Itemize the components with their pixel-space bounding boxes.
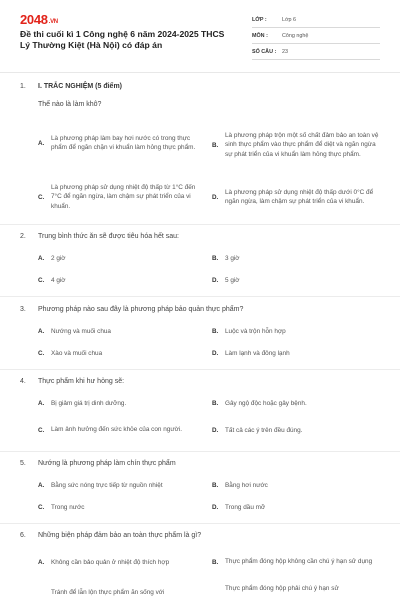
option-c[interactable]	[38, 178, 208, 216]
option-text: Là phương pháp sử dụng nhiệt độ thấp dưới 0°C để ngăn ngừa, làm chậm sự phát triển của vi khuẩn.	[225, 188, 374, 205]
option-text: Bị giảm giá trị dinh dưỡng.	[51, 400, 127, 407]
option-letter: B.	[212, 482, 219, 490]
option-text: Gây ngộ độc hoặc gây bệnh.	[225, 400, 307, 407]
option-text: Là phương pháp làm bay hơi nước có trong thực phẩm để ngăn chặn vi khuẩn làm hỏng thực phẩm.	[51, 134, 196, 151]
option-b[interactable]	[212, 121, 384, 169]
option-b[interactable]	[212, 481, 268, 491]
option-letter: B.	[212, 328, 219, 336]
question-number: 3.	[20, 306, 26, 313]
option-a[interactable]	[38, 254, 66, 264]
option-a[interactable]	[38, 124, 208, 162]
option-text: Nướng và muối chua	[51, 328, 111, 335]
option-letter: A.	[38, 255, 45, 263]
option-letter: C.	[38, 504, 45, 512]
option-letter: B.	[212, 400, 219, 408]
question-4	[20, 377, 382, 387]
question-text: Những biện pháp đảm bảo an toàn thực phẩm là gì?	[38, 532, 202, 539]
question-number: 4.	[20, 378, 26, 385]
option-b[interactable]	[212, 327, 286, 337]
option-text: Tất cả các ý trên đều đúng.	[225, 427, 303, 434]
option-letter: B.	[212, 558, 219, 566]
question-number: 2.	[20, 233, 26, 240]
section-title: I. TRẮC NGHIỆM (5 điểm)	[38, 83, 123, 90]
logo-suffix: .VN	[48, 19, 58, 25]
option-d[interactable]	[212, 426, 302, 436]
meta-label: LỚP :	[252, 16, 267, 23]
option-letter: B.	[212, 141, 219, 149]
question-text: Thực phẩm khi hư hỏng sẽ:	[38, 378, 125, 385]
option-text: Bằng sức nóng trực tiếp từ nguồn nhiệt	[51, 482, 163, 489]
option-text: Làm ảnh hưởng đến sức khỏe của con người.	[51, 426, 182, 434]
option-text: Là phương pháp sử dụng nhiệt độ thấp từ 1°C đến 7°C để ngăn ngừa, làm chậm sự phát triển của vi khuẩn.	[51, 183, 196, 210]
option-text: Luộc và trộn hỗn hợp	[225, 328, 286, 335]
option-letter: B.	[212, 255, 219, 263]
header-divider	[0, 72, 400, 73]
question-divider	[0, 369, 400, 370]
option-d[interactable]	[212, 503, 265, 513]
option-a[interactable]	[38, 481, 163, 491]
option-b[interactable]	[212, 399, 307, 409]
meta-value: Công nghệ	[282, 32, 309, 39]
site-logo[interactable]	[20, 12, 58, 27]
question-number: 1.	[20, 83, 26, 90]
option-letter: A.	[38, 559, 45, 567]
option-text: Bằng hơi nước	[225, 482, 268, 489]
question-1-text-row	[38, 100, 378, 110]
meta-row-class	[252, 12, 380, 28]
option-text: Xào và muối chua	[51, 350, 103, 357]
question-text: Thế nào là làm khô?	[38, 101, 102, 108]
option-letter: D.	[212, 277, 219, 285]
option-c[interactable]	[38, 419, 201, 441]
option-text: Trong nước	[51, 504, 85, 511]
question-divider	[0, 523, 400, 524]
meta-label: SỐ CÂU :	[252, 48, 277, 55]
option-a[interactable]	[38, 399, 126, 409]
option-letter: D.	[212, 504, 219, 512]
option-letter: C.	[38, 193, 45, 201]
option-b[interactable]	[212, 254, 240, 264]
question-2	[20, 232, 382, 242]
question-3	[20, 305, 382, 315]
option-letter: D.	[212, 350, 219, 358]
option-letter: C.	[38, 350, 45, 358]
meta-row-count	[252, 44, 380, 60]
question-6	[20, 531, 382, 541]
question-number: 5.	[20, 460, 26, 467]
option-text: 4 giờ	[51, 277, 66, 284]
option-c[interactable]	[38, 276, 66, 286]
option-text: 5 giờ	[225, 277, 240, 284]
option-d[interactable]	[212, 178, 384, 216]
option-text: Trong dầu mỡ	[225, 504, 266, 511]
meta-label: MÔN :	[252, 32, 268, 39]
option-text: 3 giờ	[225, 255, 240, 262]
exam-meta	[252, 12, 380, 60]
option-text: Thực phẩm đóng hộp không cần chú ý hạn sử dụng	[225, 558, 373, 566]
option-letter: C.	[38, 277, 45, 285]
option-c[interactable]	[38, 503, 84, 513]
option-a[interactable]	[38, 558, 169, 568]
option-a[interactable]	[38, 327, 111, 337]
option-d[interactable]	[212, 349, 290, 359]
option-d[interactable]	[225, 584, 339, 594]
question-number: 6.	[20, 532, 26, 539]
meta-value: Lớp 6	[282, 16, 297, 23]
page-title: Đề thi cuối kì 1 Công nghệ 6 năm 2024-2025 THCS Lý Thường Kiệt (Hà Nội) có đáp án	[20, 29, 225, 50]
option-text: Không cần bảo quản ở nhiệt độ thích hợp	[51, 559, 170, 566]
option-c[interactable]	[38, 349, 102, 359]
option-letter: A.	[38, 400, 45, 408]
option-text: Thực phẩm đóng hộp phải chú ý hạn sử	[225, 585, 339, 592]
option-text: Tránh để lẫn lộn thực phẩm ăn sống với	[51, 589, 165, 596]
option-text: Làm lạnh và đông lạnh	[225, 350, 290, 357]
option-letter: D.	[212, 193, 219, 201]
logo-text: 2048	[20, 12, 48, 27]
question-text: Phương pháp nào sau đây là phương pháp bảo quản thực phẩm?	[38, 306, 244, 313]
question-divider	[0, 224, 400, 225]
option-letter: A.	[38, 482, 45, 490]
header	[0, 0, 400, 72]
meta-value: 23	[282, 48, 288, 55]
option-letter: D.	[212, 427, 219, 435]
option-text: Là phương pháp trộn một số chất đảm bảo an toàn vệ sinh thực phẩm vào thực phẩm để diệt và ngăn ngừa sự phát triển của vi khuẩn làm hỏng thực phẩm.	[225, 131, 379, 158]
question-divider	[0, 296, 400, 297]
option-letter: A.	[38, 139, 45, 147]
option-letter: C.	[38, 426, 45, 434]
option-c[interactable]	[51, 588, 164, 598]
option-b[interactable]	[212, 551, 380, 573]
option-letter: A.	[38, 328, 45, 336]
question-5	[20, 459, 382, 469]
meta-row-subject	[252, 28, 380, 44]
question-text: Nướng là phương pháp làm chín thực phẩm	[38, 460, 176, 467]
option-text: 2 giờ	[51, 255, 66, 262]
question-divider	[0, 451, 400, 452]
option-d[interactable]	[212, 276, 240, 286]
question-text: Trung bình thức ăn sẽ được tiêu hóa hết sau:	[38, 233, 179, 240]
question-1	[20, 82, 382, 92]
